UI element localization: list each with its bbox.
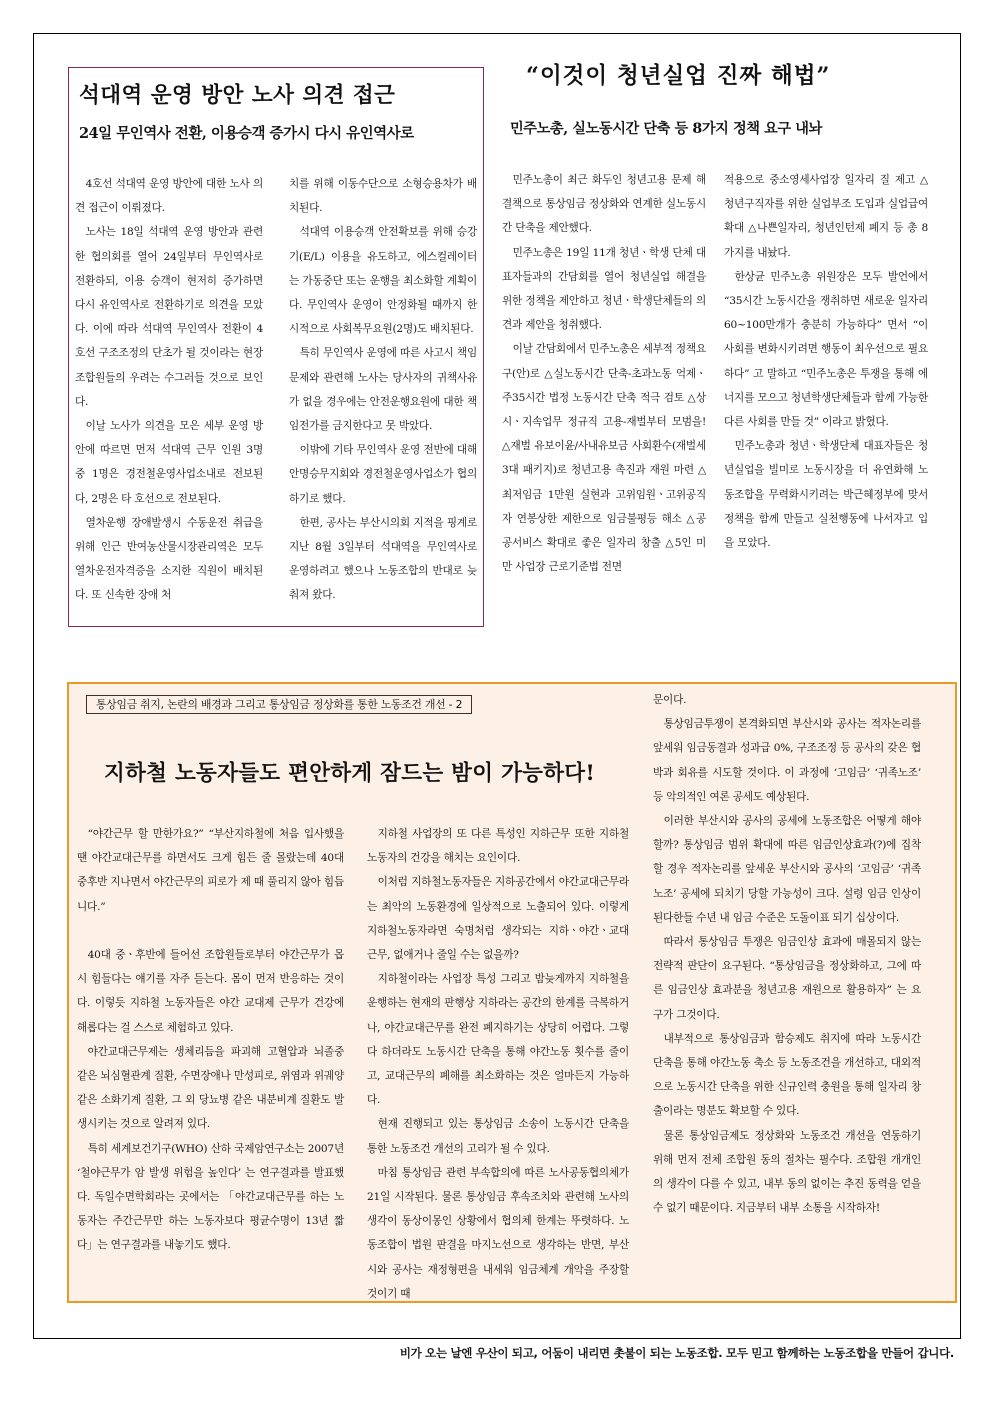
paragraph: 적용으로 중소영세사업장 일자리 질 제고 △청년구직자를 위한 실업부조 도입과 실업급여 확대 △나쁜일자리, 청년인턴제 폐지 등 총 8가지를 내놨다. bbox=[724, 174, 928, 259]
article2-subtitle: 민주노총, 실노동시간 단축 등 8가지 정책 요구 내놔 bbox=[510, 121, 822, 137]
paragraph-gap bbox=[77, 919, 344, 943]
paragraph: 문이다. bbox=[653, 694, 687, 706]
article3-title: 지하철 노동자들도 편안하게 잠드는 밤이 가능하다! bbox=[104, 761, 596, 786]
paragraph: 40대 중ㆍ후반에 들어선 조합원들로부터 야간근무가 몹시 힘들다는 얘기를 자주 듣는다. 몸이 먼저 반응하는 것이다. 이렇듯 지하철 노동자들은 야간 교대제 근무가 건강에 해롭다는 걸 스스로 체험하고 있다. bbox=[77, 949, 344, 1034]
series-label: 통상임금 취지, 논란의 배경과 그리고 통상임금 정상화를 통한 노동조건 개선 - 2 bbox=[86, 695, 472, 714]
article1-body bbox=[75, 172, 477, 608]
footer-slogan: 비가 오는 날엔 우산이 되고, 어둠이 내리면 촛불이 되는 노동조합. 모두 믿고 함께하는 노동조합을 만들어 갑니다. bbox=[399, 1346, 954, 1360]
article3-column-2 bbox=[367, 822, 629, 1306]
paragraph: 이밖에 기타 무인역사 운영 전반에 대해 안명승무지회와 경전철운영사업소가 협의하기로 했다. bbox=[289, 444, 477, 505]
paragraph: 지하철 사업장의 또 다른 특성인 지하근무 또한 지하철 노동자의 건강을 해치는 요인이다. bbox=[367, 828, 629, 865]
paragraph: 현재 진행되고 있는 통상임금 소송이 노동시간 단축을 통한 노동조건 개선의 고리가 될 수 있다. bbox=[367, 1118, 629, 1155]
article1-column-1 bbox=[75, 172, 263, 608]
paragraph: 이날 간담회에서 민주노총은 세부적 정책요구(안)로 △실노동시간 단축-초과노동 억제ㆍ주35시간 법정 노동시간 단축 적극 검토 △상시ㆍ지속업무 정규직 고용-재벌부터 모범을! △재벌 유보이윤/사내유보금 사회환수(재벌세 3대 패키지)로 청년고용 촉진과 재원 마련 △최저임금 1만원 실현과 고위임원ㆍ고위공직자 연봉상한 제한으로 임금불평등 해소 △공공서비스 확대로 좋은 일자리 창출 △5인 미만 사업장 근로기준법 전면 bbox=[502, 343, 706, 574]
paragraph: 민주노총이 최근 화두인 청년고용 문제 해결책으로 통상임금 정상화와 연계한 실노동시간 단축을 제안했다. bbox=[502, 174, 706, 235]
article1-subtitle: 24일 무인역사 전환, 이용승객 증가시 다시 유인역사로 bbox=[79, 125, 414, 142]
paragraph: “야간근무 할 만한가요?” “부산지하철에 처음 입사했을 땐 야간교대근무를 하면서도 크게 힘든 줄 몰랐는데 40대 중후반 지나면서 야간근무의 피로가 제 때 풀리지 않아 힘듭니다.” bbox=[77, 828, 344, 913]
paragraph: 특히 무인역사 운영에 따른 사고시 책임 문제와 관련해 노사는 당사자의 귀책사유가 없을 경우에는 안전운행요원에 대한 책임전가를 금지한다고 못 박았다. bbox=[289, 347, 477, 433]
paragraph: 열차운행 장애발생시 수동운전 취급을 위해 인근 반여농산물시장관리역은 모두 열차운전자격증을 소지한 직원이 배치된다. 또 신속한 장애 처 bbox=[75, 516, 263, 602]
paragraph: 야간교대근무제는 생체리듬을 파괴해 고혈압과 뇌졸중 같은 뇌심혈관계 질환, 수면장애나 만성피로, 위염과 위궤양 같은 소화기계 질환, 그 외 당뇨병 같은 내분비계 질환도 발생시키는 것으로 알려져 있다. bbox=[77, 1045, 344, 1131]
article2-column-1 bbox=[502, 168, 706, 579]
paragraph: 내부적으로 통상임금과 함승제도 취지에 따라 노동시간 단축을 통해 야간노동 축소 등 노동조건을 개선하고, 대외적으로 노동시간 단축을 위한 신규인력 충원을 통해 일자리 창출이라는 명분도 확보할 수 있다. bbox=[653, 1032, 921, 1118]
article3-column-1 bbox=[77, 822, 344, 1258]
paragraph: 석대역 이용승객 안전확보를 위해 승강기(E/L) 이용을 유도하고, 에스컬레이터는 가동중단 또는 운행을 최소화할 계획이다. 무인역사 운영이 안정화될 때까지 한시적으로 사회복무요원(2명)도 배치된다. bbox=[289, 226, 477, 336]
article-seokdae-station bbox=[68, 67, 484, 627]
article1-column-2 bbox=[289, 172, 477, 608]
paragraph: 마침 통상임금 관련 부속합의에 따른 노사공동협의체가 21일 시작된다. 물론 통상임금 후속조치와 관련해 노사의 생각이 동상이몽인 상황에서 협의체 한계는 뚜렷하다. 노동조합이 법원 판결을 마지노선으로 생각하는 반면, 부산시와 공사는 재정형편을 내세워 임금체계 개악을 주장할 것이기 때 bbox=[367, 1166, 629, 1300]
article2-body bbox=[502, 168, 928, 579]
paragraph: 이러한 부산시와 공사의 공세에 노동조합은 어떻게 해야 할까? 통상임금 범위 확대에 따른 임금인상효과(?)에 집착할 경우 적자논리를 앞세운 부산시와 공사의 ‘고임금’ ‘귀족노조’ 공세에 되치기 당할 가능성이 크다. 설령 임금 인상이 된다한들 수년 내 임금 수준은 도돌이표 되기 십상이다. bbox=[653, 815, 921, 924]
article1-title: 석대역 운영 방안 노사 의견 접근 bbox=[79, 83, 396, 108]
article2-column-2 bbox=[724, 168, 928, 579]
paragraph: 한편, 공사는 부산시의회 지적을 핑계로 지난 8월 3일부터 석대역을 무인역사로 운영하려고 했으나 노동조합의 반대로 늦춰져 왔다. bbox=[289, 516, 477, 602]
paragraph: 한상균 민주노총 위원장은 모두 발언에서 “35시간 노동시간을 쟁취하면 새로운 일자리 60~100만개가 충분히 가능하다” 면서 “이 사회를 변화시키려면 행동이 최우선으로 필요하다” 고 말하고 “민주노총은 투쟁을 통해 에너지를 모으고 청년학생단체들과 함께 가능한 다른 사회를 만들 것” 이라고 밝혔다. bbox=[724, 270, 928, 429]
paragraph: 따라서 통상임금 투쟁은 임금인상 효과에 매몰되지 않는 전략적 판단이 요구된다. “통상임금을 정상화하고, 그에 따른 임금인상 효과분을 청년고용 재원으로 활용하자” 는 요구가 그것이다. bbox=[653, 936, 921, 1021]
paragraph: 4호선 석대역 운영 방안에 대한 노사 의견 접근이 이뤄졌다. bbox=[75, 178, 263, 215]
paragraph: 민주노총과 청년ㆍ학생단체 대표자들은 청년실업을 빌미로 노동시장을 더 유연화해 노동조합을 무력화시키려는 박근혜정부에 맞서 정책을 함께 만들고 실천행동에 나서자고 입을 모았다. bbox=[724, 440, 928, 550]
paragraph: 이처럼 지하철노동자들은 지하공간에서 야간교대근무라는 최악의 노동환경에 일상적으로 노출되어 있다. 이렇게 지하철노동자라면 숙명처럼 생각되는 지하ㆍ야간ㆍ교대 근무, 없애거나 줄일 수는 없을까? bbox=[367, 876, 629, 962]
paragraph: 특히 세계보건기구(WHO) 산하 국제암연구소는 2007년 ‘철야근무가 암 발생 위험을 높인다’ 는 연구결과를 발표했다. 독일수면학회라는 곳에서는 「야간교대근무를 하는 노동자는 주간근무만 하는 노동자보다 평균수명이 13년 짧다」는 연구결과를 내놓기도 했다. bbox=[77, 1142, 344, 1252]
paragraph: 지하철이라는 사업장 특성 그리고 밤늦게까지 지하철을 운행하는 현재의 판행상 지하라는 공간의 한계를 극복하거나, 야간교대근무를 완전 폐지하기는 상당히 어렵다. 그렇다 하더라도 노동시간 단축을 통해 야간노동 횟수를 줄이고, 교대근무의 폐해를 최소화하는 것은 얼마든지 가능하다. bbox=[367, 973, 629, 1107]
paragraph: 치를 위해 이동수단으로 소형승용차가 배치된다. bbox=[289, 178, 477, 215]
article2-title: “이것이 청년실업 진짜 해법” bbox=[526, 63, 831, 89]
paragraph: 이날 노사가 의견을 모은 세부 운영 방안에 따르면 먼저 석대역 근무 인원 3명 중 1명은 경전철운영사업소내로 전보된다, 2명은 타 호선으로 전보된다. bbox=[75, 420, 263, 505]
paragraph: 통상임금투쟁이 본격화되면 부산시와 공사는 적자논리를 앞세워 임금동결과 성과급 0%, 구조조정 등 공사의 갖은 협박과 회유를 시도할 것이다. 이 과정에 ‘고임금’ ‘귀족노조’ 등 악의적인 여론 공세도 예상된다. bbox=[653, 718, 921, 803]
article3-column-3 bbox=[653, 688, 921, 1220]
paragraph: 노사는 18일 석대역 운영 방안과 관련한 협의회를 열어 24일부터 무인역사로 전환하되, 이용 승객이 현저히 증가하면 다시 유인역사로 전환하기로 의견을 모았다. 이에 따라 석대역 무인역사 전환이 4호선 구조조정의 단초가 될 것이라는 현장 조합원들의 우려는 수그러들 것으로 보인다. bbox=[75, 226, 263, 408]
article-subway-night-work bbox=[67, 682, 957, 1303]
paragraph: 민주노총은 19일 11개 청년ㆍ학생 단체 대표자들과의 간담회를 열어 청년실업 해결을 위한 정책을 제안하고 청년ㆍ학생단체들의 의견과 제안을 청취했다. bbox=[502, 246, 706, 332]
paragraph: 물론 통상임금제도 정상화와 노동조건 개선을 연동하기 위해 먼저 전체 조합원 동의 절차는 필수다. 조합원 개개인의 생각이 다를 수 있고, 내부 동의 없이는 추진 동력을 얻을 수 없기 때문이다. 지금부터 내부 소통을 시작하자! bbox=[653, 1129, 921, 1215]
